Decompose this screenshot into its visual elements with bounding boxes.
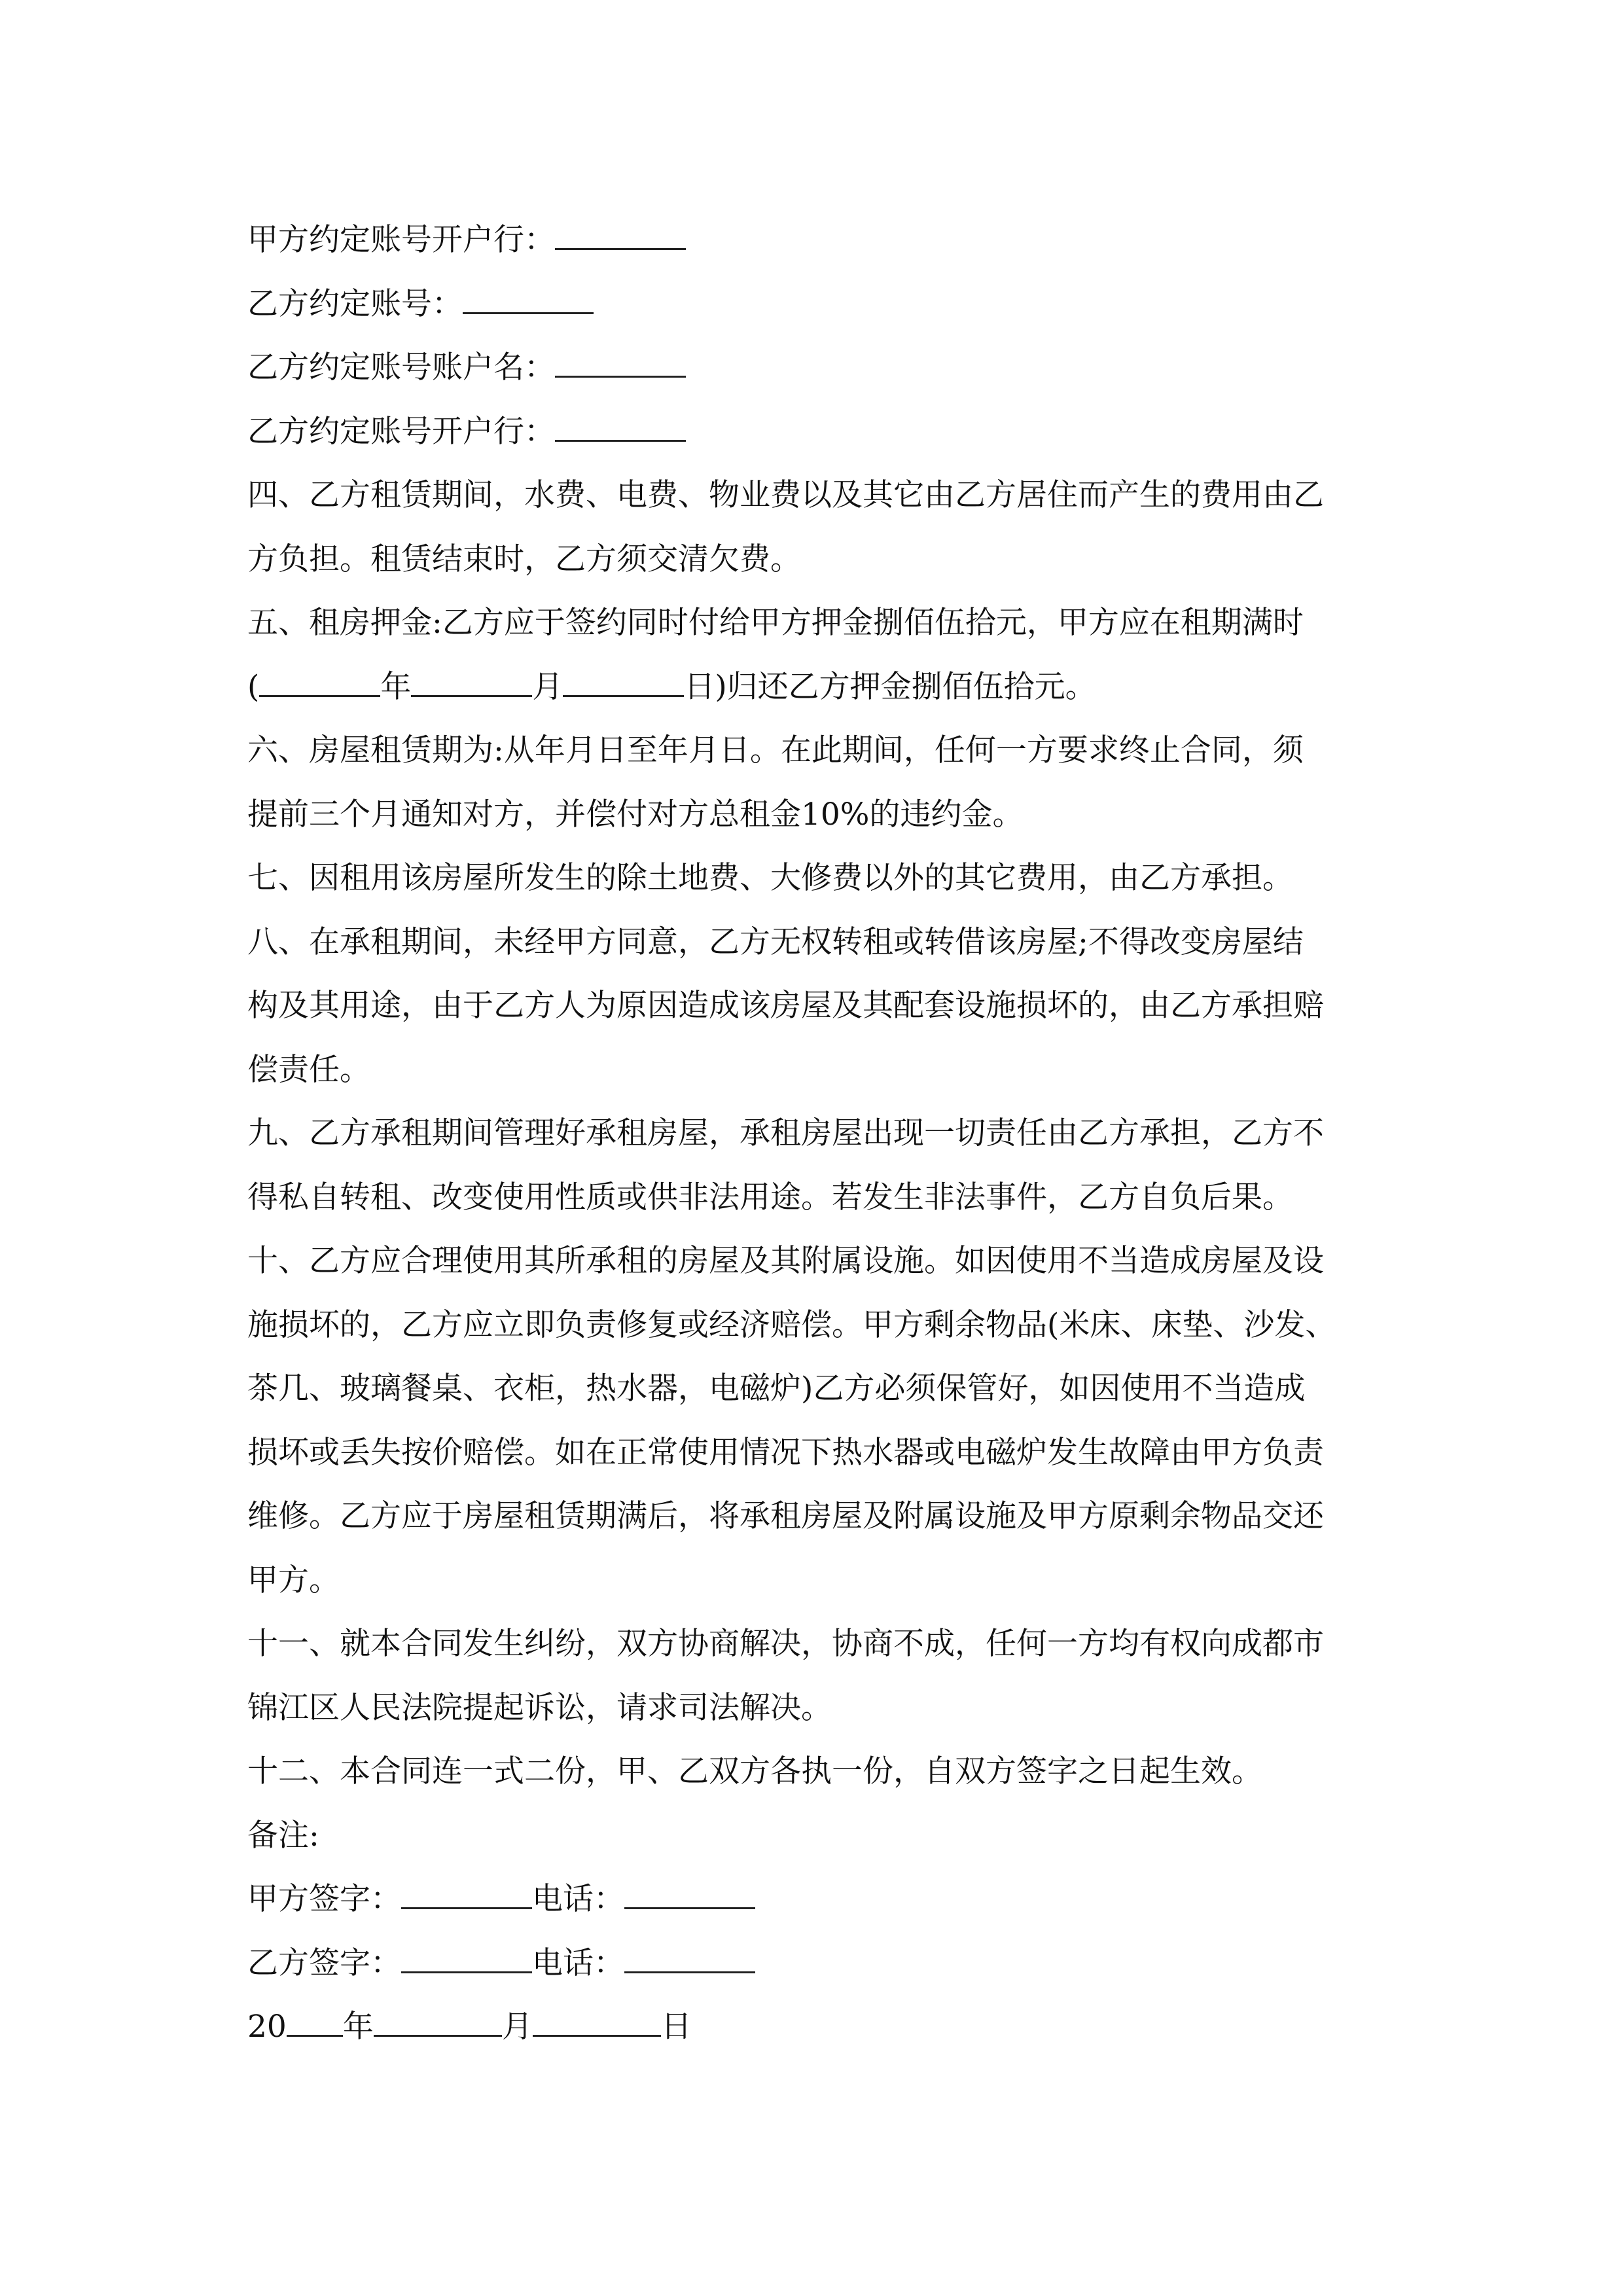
remarks-line: 备注: (247, 1817, 319, 1854)
clause-10-line-5: 维修。乙方应于房屋租赁期满后，将承租房屋及附属设施及甲方原剩余物品交还 (247, 1498, 1324, 1534)
return-year-label: 年 (380, 668, 412, 705)
clause-10-line-2: 施损坏的，乙方应立即负责修复或经济赔偿。甲方剩余物品(米床、床垫、沙发、 (247, 1306, 1336, 1343)
lessee-signature-blank[interactable] (401, 1949, 532, 1973)
return-month-label: 月 (532, 668, 563, 705)
date-day-blank[interactable] (533, 2013, 661, 2037)
clause-9-line-2: 得私自转租、改变使用性质或供非法用途。若发生非法事件，乙方自负后果。 (247, 1179, 1293, 1215)
lessee-account-name-blank[interactable] (555, 353, 686, 378)
lessor-signature-blank[interactable] (401, 1885, 532, 1909)
return-day-blank[interactable] (563, 673, 684, 697)
date-day-label: 日 (660, 2009, 692, 2045)
return-year-blank[interactable] (259, 673, 380, 697)
lessor-phone-label: 电话： (532, 1881, 624, 1917)
lessee-account-label: 乙方约定账号： (247, 285, 463, 322)
clause-9-line-1: 九、乙方承租期间管理好承租房屋，承租房屋出现一切责任由乙方承担，乙方不 (247, 1115, 1324, 1151)
open-paren: ( (247, 668, 260, 705)
clause-7-line-1: 七、因租用该房屋所发生的除土地费、大修费以外的其它费用，由乙方承担。 (247, 860, 1293, 896)
clause-12-line-1: 十二、本合同连一式二份，甲、乙双方各执一份，自双方签字之日起生效。 (247, 1753, 1262, 1789)
clause-4-line-2: 方负担。租赁结束时，乙方须交清欠费。 (247, 541, 801, 577)
clause-6-line-2: 提前三个月通知对方，并偿付对方总租金10%的违约金。 (247, 796, 1024, 833)
date-year-blank[interactable] (287, 2013, 343, 2037)
lessee-account-blank[interactable] (463, 290, 594, 314)
date-month-blank[interactable] (374, 2013, 502, 2037)
clause-10-line-3: 茶几、玻璃餐桌、衣柜，热水器，电磁炉)乙方必须保管好，如因使用不当造成 (247, 1371, 1306, 1407)
clause-5-line-1: 五、租房押金:乙方应于签约同时付给甲方押金捌佰伍拾元，甲方应在租期满时 (247, 605, 1304, 641)
clause-8-line-1: 八、在承租期间，未经甲方同意，乙方无权转租或转借该房屋;不得改变房屋结 (247, 924, 1304, 960)
lessor-signature-line (247, 1867, 1399, 1931)
clause-4-line-1: 四、乙方租赁期间，水费、电费、物业费以及其它由乙方居住而产生的费用由乙 (247, 477, 1324, 513)
lessee-bank-line (247, 400, 1399, 464)
clause-10-line-1: 十、乙方应合理使用其所承租的房屋及其附属设施。如因使用不当造成房屋及设 (247, 1243, 1324, 1279)
contract-page (247, 208, 1399, 2059)
lessor-bank-blank[interactable] (555, 226, 686, 250)
clause-6-line-1: 六、房屋租赁期为:从年月日至年月日。在此期间，任何一方要求终止合同，须 (247, 732, 1304, 768)
lessor-signature-label: 甲方签字： (247, 1881, 401, 1917)
clause-11-line-1: 十一、就本合同发生纠纷，双方协商解决，协商不成，任何一方均有权向成都市 (247, 1626, 1324, 1662)
clause-10-line-4: 损坏或丢失按价赔偿。如在正常使用情况下热水器或电磁炉发生故障由甲方负责 (247, 1434, 1324, 1471)
return-month-blank[interactable] (411, 673, 532, 697)
lessee-account-name-label: 乙方约定账号账户名： (247, 350, 555, 386)
lessee-account-line (247, 272, 1399, 336)
return-day-text: 日)归还乙方押金捌佰伍拾元。 (684, 668, 1096, 705)
lessor-phone-blank[interactable] (624, 1885, 755, 1909)
clause-11-line-2: 锦江区人民法院提起诉讼，请求司法解决。 (247, 1689, 832, 1726)
clause-8-line-2: 构及其用途，由于乙方人为原因造成该房屋及其配套设施损坏的，由乙方承担赔 (247, 988, 1324, 1024)
lessor-bank-label: 甲方约定账号开户行： (247, 222, 555, 258)
lessee-signature-label: 乙方签字： (247, 1945, 401, 1981)
date-century: 20 (247, 2009, 287, 2045)
clause-8-line-3: 偿责任。 (247, 1051, 370, 1088)
lessor-bank-line (247, 208, 1399, 272)
lessee-bank-blank[interactable] (555, 418, 686, 442)
date-year-label: 年 (342, 2009, 374, 2045)
date-line (247, 1995, 1399, 2059)
date-month-label: 月 (501, 2009, 533, 2045)
lessee-signature-line (247, 1931, 1399, 1996)
clause-5-line-2 (247, 655, 1399, 719)
clause-10-line-6: 甲方。 (247, 1562, 340, 1598)
lessee-bank-label: 乙方约定账号开户行： (247, 413, 555, 450)
lessee-phone-label: 电话： (532, 1945, 624, 1981)
lessee-phone-blank[interactable] (624, 1949, 755, 1973)
lessee-account-name-line (247, 336, 1399, 400)
